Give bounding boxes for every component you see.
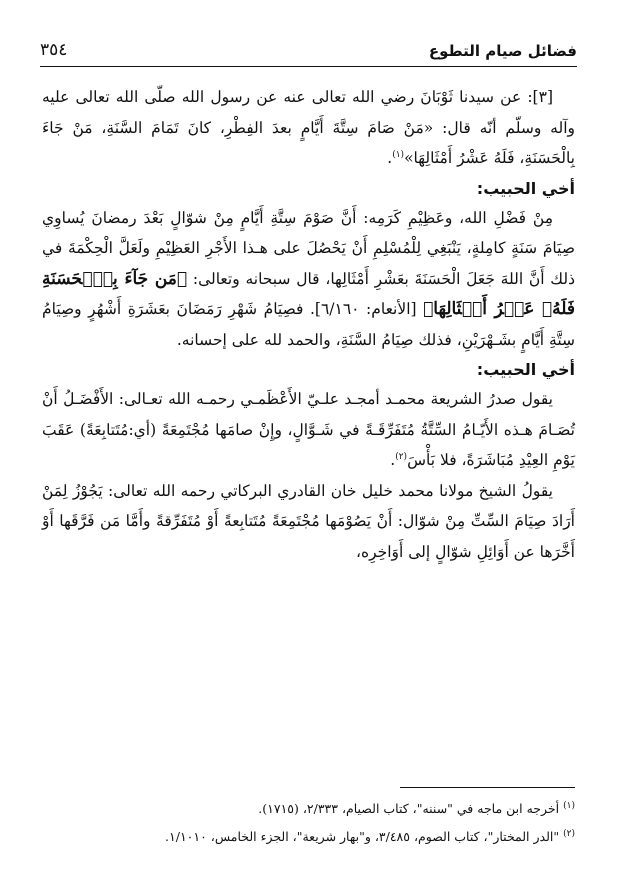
footnote-1 [42, 795, 575, 823]
footnote-marker-1: (١) [563, 800, 575, 811]
hadith-text: [٣]: عن سيدنا ثَوْبَانَ رضي الله تعالى عنه عن رسول الله صلّى الله تعالى عليه وآله وسلّم أنّه قال: «مَنْ صَامَ سِتَّةَ أَيَّامٍ بعدَ الفِطْرِ، كانَ تَمَامَ السَّنَةِ، مَنْ جَاءَ بِالْحَسَنَةِ، فَلَهُ عَشْرُ أَمْثَالِهَا» [42, 88, 575, 167]
section-heading-2: أخي الحبيب: [476, 360, 575, 379]
footnote-text-1: أخرجه ابن ماجه في "سننه"، كتاب الصيام، ٢/٣٣٣، (١٧١٥). [258, 801, 560, 816]
hadith-end: . [387, 149, 393, 167]
scholar-opinion-text: يقول صدرُ الشريعة محمـد أمجـد علـيّ الأَعْظَمـي رحمـه الله تعـالى: الأَفْضَـلُ أَنْ تُصَـامَ هـذه الأَيّـامُ السِّتَّةُ مُتَفَرِّقَـةً في شَـوَّالٍ، وإِنْ صامَها مُجْتَمِعَةً (أي:مُتَتابِعَةً) عَقَبَ يَوْمِ العِيْدِ مُبَاشَرَةً، فلا بَأْسَ [42, 390, 575, 469]
hadith-paragraph [42, 82, 575, 174]
second-opinion-paragraph: يقولُ الشيخ مولانا محمد خليل خان القادري البركاتي رحمه الله تعالى: يَجُوْزُ لِمَنْ أَرَادَ صِيَامَ السِّتِّ مِنْ شوّال: أَنْ يَصُوْمَها مُجْتَمِعَةً مُتَتابِعةً أَوْ مُتَفَرِّقةً وأَمَّا مَن فَرَّقَها أَوْ أَخَّرَها عن أَوَائِلِ شوّالٍ إلى أَوَاخِرِه، [42, 481, 575, 561]
running-header [40, 30, 577, 67]
footnote-ref-2[interactable]: (٢) [395, 451, 408, 462]
footnote-2 [42, 823, 575, 851]
footnote-ref-1[interactable]: (١) [392, 149, 405, 160]
virtue-text-after: [الأنعام: ٦/١٦٠]. فصِيَامُ شَهْرِ رَمَضَانَ بعَشَرَةِ أَشْهُرٍ وصِيَامُ سِتَّةِ أَيَّامٍ بشَـهْرَيْنِ، فذلك صِيَامُ السَّنَةِ، والحمد لله على إحسانه. [42, 300, 575, 349]
footnote-divider [400, 787, 575, 788]
page-number: ٣٥٤ [40, 40, 68, 60]
scholar-opinion-end: . [390, 451, 396, 469]
main-text [42, 82, 575, 567]
virtue-text-before: مِنْ فَضْلِ الله، وعَظِيْمِ كَرَمِه: أَنَّ صَوْمَ سِتَّةِ أَيَّامٍ مِنْ شوّالٍ بَعْدَ رمضانَ يُساوِي صِيَامَ سَنَةٍ كامِلةٍ، يَنْبَغِي لِلْمُسْلِمِ أَنْ يَحْصُلَ على هـذا الأَجْرِ العَظِيْمِ ولَعَلَّ الْحِكْمَةَ في ذلك أَنَّ اللهَ جَعَلَ الْحَسَنَةَ بعَشْرِ أَمْثَالِها، قال سبحانه وتعالى: [42, 208, 575, 288]
chapter-title: فضائل صيام التطوع [428, 42, 577, 60]
section-heading-1: أخي الحبيب: [476, 178, 575, 198]
scholar-opinion-paragraph [42, 384, 575, 476]
footnote-text-2: "الدر المختار"، كتاب الصوم، ٣/٤٨٥، و"بهار شريعة"، الجزء الخامس، ١/١٠١٠. [165, 829, 560, 844]
footnote-marker-2: (٢) [563, 828, 575, 839]
footnotes [42, 795, 575, 851]
virtue-paragraph [42, 203, 575, 356]
quran-verse: ﴿مَن جَآءَ بِٱلۡحَسَنَةِ فَلَهُۥ عَشۡرُ أَمۡثَالِهَا﴾ [42, 268, 575, 319]
